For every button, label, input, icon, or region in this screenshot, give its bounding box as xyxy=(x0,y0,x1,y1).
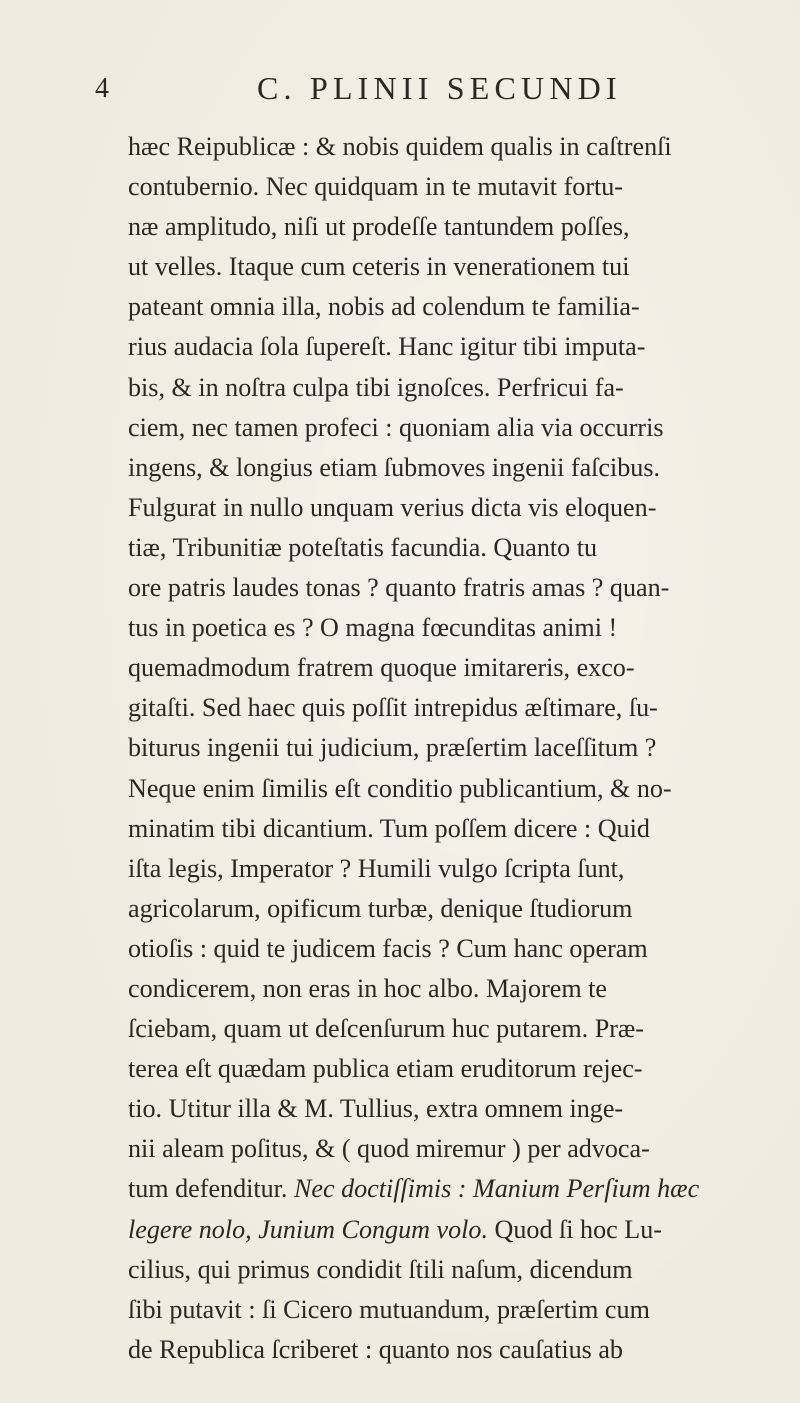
text-line xyxy=(128,1209,778,1249)
text-line: ingens, & longius etiam ſubmoves ingenii faſcibus. xyxy=(128,451,661,482)
text-line: ſciebam, quam ut deſcenſurum huc putarem. Præ- xyxy=(128,1013,645,1044)
body-text xyxy=(128,126,788,1369)
text-line: quemadmodum fratrem quoque imitareris, exco- xyxy=(128,652,635,683)
text-line: rius audacia ſola ſupereſt. Hanc igitur tibi imputa- xyxy=(128,331,646,362)
text-segment: tum defenditur. xyxy=(128,1173,288,1204)
text-line: ſibi putavit : ſi Cicero mutuandum, præſertim cum xyxy=(128,1293,650,1324)
text-line: biturus ingenii tui judicium, præſertim laceſſitum ? xyxy=(128,732,657,763)
text-line: gitaſti. Sed haec quis poſſit intrepidus æſtimare, ſu- xyxy=(128,692,658,723)
text-line: bis, & in noſtra culpa tibi ignoſces. Perfricui fa- xyxy=(128,371,624,402)
text-line: tiæ, Tribunitiæ poteſtatis facundia. Quanto tu xyxy=(128,531,598,562)
text-line: ciem, nec tamen profeci : quoniam alia via occurris xyxy=(128,411,664,442)
text-line: otioſis : quid te judicem facis ? Cum hanc operam xyxy=(128,932,648,963)
text-line: ore patris laudes tonas ? quanto fratris amas ? quan- xyxy=(128,572,670,603)
text-line xyxy=(128,1168,778,1208)
text-line: hæc Reipublicæ : & nobis quidem qualis in caſtrenſi xyxy=(128,131,672,161)
text-line: Fulgurat in nullo unquam verius dicta vis eloquen- xyxy=(128,491,657,522)
text-line: nii aleam poſitus, & ( quod miremur ) per advoca- xyxy=(128,1133,650,1164)
running-title: C. PLINII SECUNDI xyxy=(257,70,622,106)
italic-quotation: Nec doctiſſimis : Manium Perſium hæc xyxy=(293,1173,700,1204)
text-line: agricolarum, opificum turbæ, denique ſtudiorum xyxy=(128,892,633,923)
text-line: pateant omnia illa, nobis ad colendum te familia- xyxy=(128,291,640,322)
italic-quotation: legere nolo, Junium Congum volo. xyxy=(128,1213,488,1244)
text-line: tus in poetica es ? O magna fœcunditas animi ! xyxy=(128,612,618,643)
text-line: iſta legis, Imperator ? Humili vulgo ſcripta ſunt, xyxy=(128,852,625,883)
page-header xyxy=(0,64,800,114)
text-line: næ amplitudo, niſi ut prodeſſe tantundem poſſes, xyxy=(128,211,630,242)
text-line: de Republica ſcriberet : quanto nos cauſatius ab xyxy=(128,1333,623,1364)
text-line: contubernio. Nec quidquam in te mutavit fortu- xyxy=(128,171,624,202)
text-line: minatim tibi dicantium. Tum poſſem dicere : Quid xyxy=(128,812,650,843)
text-line: Neque enim ſimilis eſt conditio publicantium, & no- xyxy=(128,772,672,803)
text-line: tio. Utitur illa & M. Tullius, extra omnem inge- xyxy=(128,1093,624,1124)
text-line: terea eſt quædam publica etiam eruditorum rejec- xyxy=(128,1053,643,1084)
text-segment: Quod ſi hoc Lu- xyxy=(494,1213,662,1244)
page-number: 4 xyxy=(95,73,109,104)
text-line: condicerem, non eras in hoc albo. Majorem te xyxy=(128,972,608,1003)
text-line: cilius, qui primus condidit ſtili naſum, dicendum xyxy=(128,1253,633,1284)
text-line: ut velles. Itaque cum ceteris in venerationem tui xyxy=(128,251,630,282)
